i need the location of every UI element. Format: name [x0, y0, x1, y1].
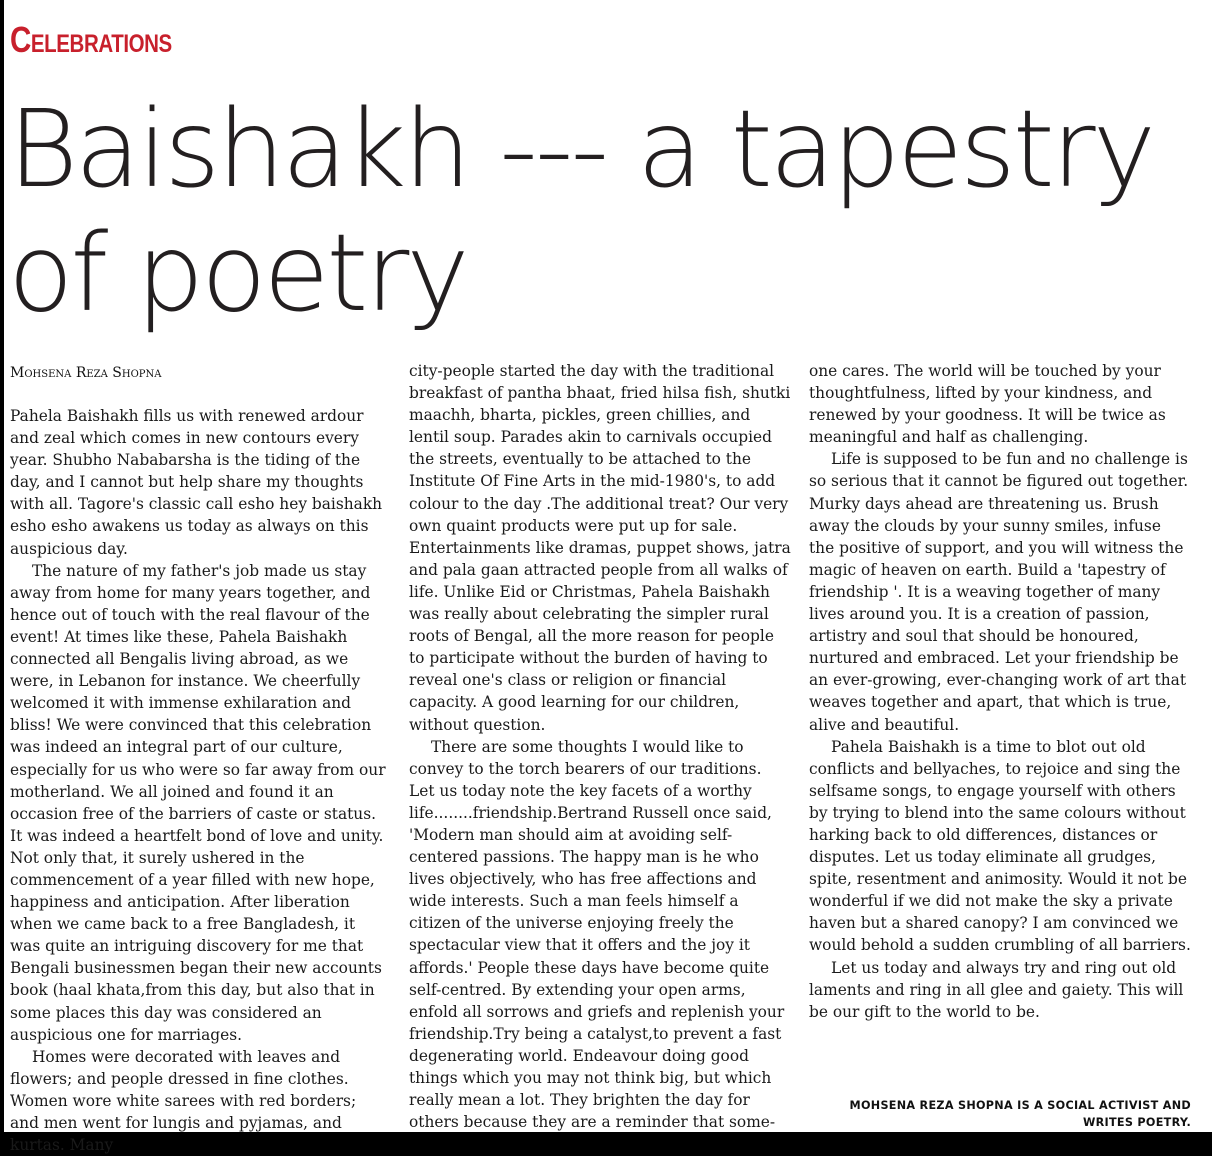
headline [8, 88, 1198, 336]
paragraph: Homes were decorated with leaves and flowers; and people dressed in fine clothes. Women wore white sarees with red borders; and men went for lungis and pyjamas, and kurtas. Many [10, 1047, 357, 1155]
paragraph: Pahela Baishakh is a time to blot out old conflicts and bellyaches, to rejoice and sing the selfsame songs, to engage yourself with others by trying to blend into the same colours without harking back to old differences, distances or disputes. Let us today eliminate all grudges, spite, resentment and animosity. Would it not be wonderful if we did not make the sky a private haven but a shared canopy? I am convinced we would behold a sudden crumbling of all barriers. [809, 737, 1191, 955]
article-column-3 [809, 360, 1191, 1023]
paragraph: Life is supposed to be fun and no challenge is so serious that it cannot be figured out together. Murky days ahead are threatening us. Brush away the clouds by your sunny smiles, infuse the positive of support, and you will witness the magic of heaven on earth. Build a 'tapestry of friendship '. It is a weaving together of many lives around you. It is a creation of passion, artistry and soul that should be honoured, nurtured and embraced. Let your friendship be an ever-growing, ever-changing work of art that weaves together and apart, that which is true, alive and beautiful. [809, 450, 1189, 734]
paragraph: city-people started the day with the traditional breakfast of pantha bhaat, fried hilsa fish, shutki maachh, bharta, pickles, green chillies, and lentil soup. Parades akin to carnivals occupied the streets, eventually to be attached to the Institute Of Fine Arts in the mid-1980's, to add colour to the day .The additional treat? Our very own quaint products were put up for sale. Entertainments like dramas, puppet shows, jatra and pala gaan attracted people from all walks of life. Unlike Eid or Christmas, Pahela Baishakh was really about celebrating the simpler rural roots of Bengal, all the more reason for people to participate without the burden of having to reveal one's class or religion or financial capacity. A good learning for our children, without question. [409, 362, 791, 734]
headline-line-1: Baishakh --- a tapestry [8, 88, 1153, 212]
paragraph: There are some thoughts I would like to convey to the torch bearers of our traditions. Let us today note the key facets of a worthy life........friendship.Bertrand Russell once said, 'Modern man should aim at avoiding self-centered passions. The happy man is he who lives objectively, who has free affections and wide interests. Such a man feels himself a citizen of the universe enjoying freely the spectacular view that it offers and the joy it affords.' People these days have become quite self-centred. By extending your open arms, enfold all sorrows and griefs and replenish your friendship.Try being a catalyst,to prevent a fast degenerating world. Endeavour doing good things which you may not think big, but which really mean a lot. They brighten the day for others because they are a reminder that some- [409, 737, 785, 1132]
headline-line-2: of poetry [8, 212, 467, 336]
paragraph: Let us today and always try and ring out old laments and ring in all glee and gaiety. This will be our gift to the world to be. [809, 958, 1184, 1021]
author-credit-line-1: MOHSENA REZA SHOPNA IS A SOCIAL ACTIVIST AND [849, 1099, 1191, 1112]
author-credit-line-2: WRITES POETRY. [1082, 1116, 1191, 1129]
article-column-2 [409, 360, 791, 1133]
byline: Mohsena Reza Shopna [10, 365, 162, 381]
author-credit [816, 1097, 1191, 1131]
paragraph: one cares. The world will be touched by your thoughtfulness, lifted by your kindness, and renewed by your goodness. It will be twice as meaningful and half as challenging. [809, 362, 1166, 447]
article-column-1 [10, 405, 388, 1156]
paragraph: The nature of my father's job made us stay away from home for many years together, and hence out of touch with the real flavour of the event! At times like these, Pahela Baishakh connected all Bengalis living abroad, as we were, in Lebanon for instance. We cheerfully welcomed it with immense exhilaration and bliss! We were convinced that this celebration was indeed an integral part of our culture, especially for us who were so far away from our motherland. We all joined and found it an occasion free of the barriers of caste or status. It was indeed a heartfelt bond of love and unity. Not only that, it surely ushered in the commencement of a year filled with new hope, happiness and anticipation. After liberation when we came back to a free Bangladesh, it was quite an intriguing discovery for me that Bengali businessmen began their new accounts book (haal khata,from this day, but also that in some places this day was considered an auspicious one for marriages. [10, 561, 386, 1044]
section-label: Celebrations [10, 19, 172, 60]
paragraph: Pahela Baishakh fills us with renewed ardour and zeal which comes in new contours every year. Shubho Nababarsha is the tiding of the day, and I cannot but help share my thoughts with all. Tagore's classic call esho hey baishakh esho esho awakens us today as always on this auspicious day. [10, 407, 383, 558]
